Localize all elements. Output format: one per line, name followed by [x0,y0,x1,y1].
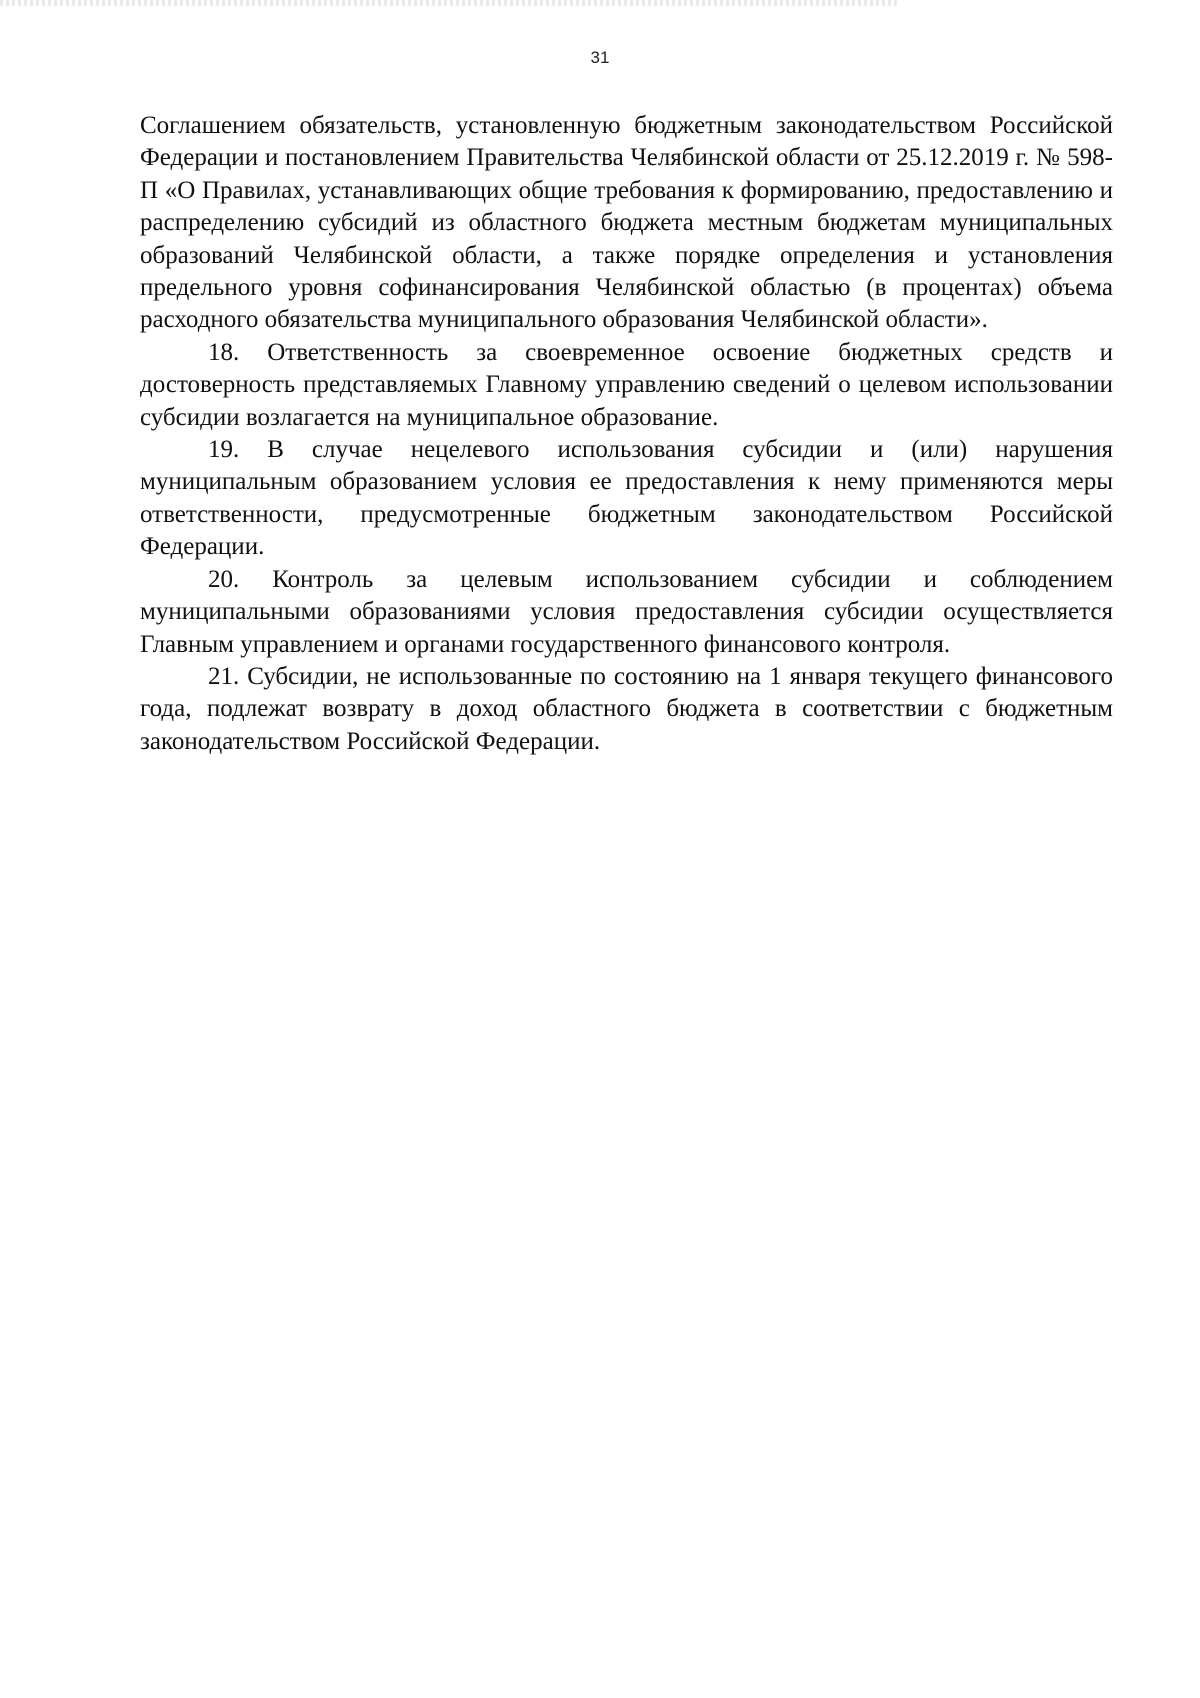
paragraph-clause-21: 21. Субсидии, не использованные по состоянию на 1 января текущего финансового года, подлежат возврату в доход областного бюджета в соответствии с бюджетным законодательством Российской Федерации. [140,662,1113,755]
scan-edge-artifact [0,0,900,6]
paragraph-clause-19: 19. В случае нецелевого использования субсидии и (или) нарушения муниципальным образованием условия ее предоставления к нему применяются меры ответственности, предусмотренные бюджетным законодательством Российской Федерации. [140,436,1113,561]
document-body [140,110,1113,758]
paragraph-clause-20: 20. Контроль за целевым использованием субсидии и соблюдением муниципальными образованиями условия предоставления субсидии осуществляется Главным управлением и органами государственного финансового контроля. [140,565,1113,658]
page-number: 31 [590,48,610,67]
paragraph-continuation: Соглашением обязательств, установленную бюджетным законодательством Российской Федерации и постановлением Правительства Челябинской области от 25.12.2019 г. № 598-П «О Правилах, устанавливающих общие требования к формированию, предоставлению и распределению субсидий из областного бюджета местным бюджетам муниципальных образований Челябинской области, а также порядке определения и установления предельного уровня софинансирования Челябинской областью (в процентах) объема расходного обязательства муниципального образования Челябинской области». [140,112,1113,334]
paragraph-clause-18: 18. Ответственность за своевременное освоение бюджетных средств и достоверность представляемых Главному управлению сведений о целевом использовании субсидии возлагается на муниципальное образование. [140,338,1113,431]
